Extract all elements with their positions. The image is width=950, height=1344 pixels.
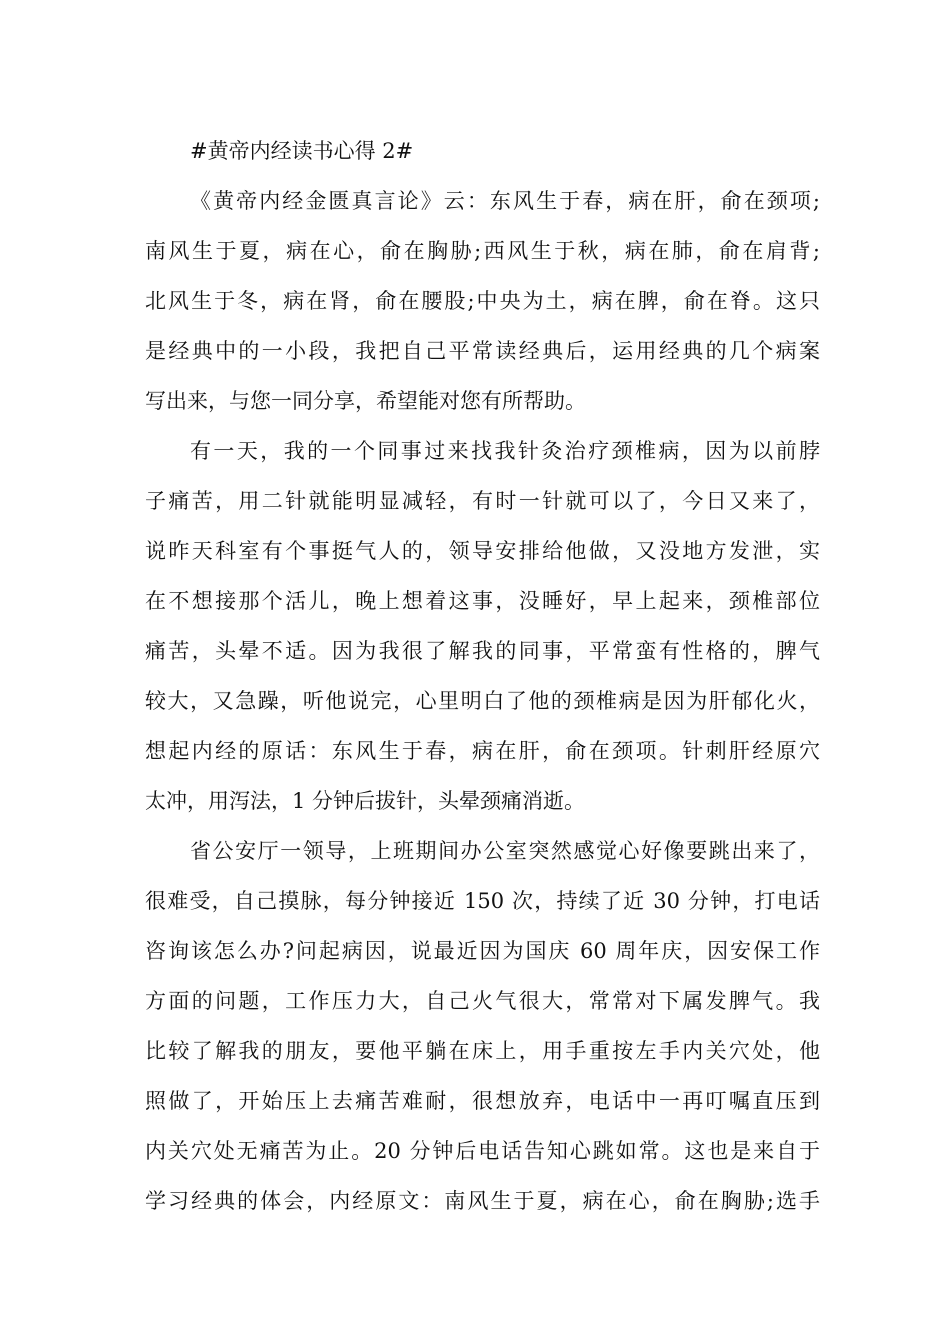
- text-line: 照做了，开始压上去痛苦难耐，很想放弃，电话中一再叮嘱直压到: [145, 1089, 820, 1113]
- text-line: 省公安厅一领导，上班期间办公室突然感觉心好像要跳出来了，: [190, 839, 820, 863]
- text-line: 北风生于冬，病在肾，俞在腰股;中央为土，病在脾，俞在脊。这只: [145, 289, 820, 313]
- text-line: 是经典中的一小段，我把自己平常读经典后，运用经典的几个病案: [145, 339, 820, 363]
- text-line: 太冲，用泻法，1 分钟后拔针，头晕颈痛消逝。: [145, 789, 586, 813]
- text-line: 有一天，我的一个同事过来找我针灸治疗颈椎病，因为以前脖: [190, 439, 820, 463]
- text-line: 比较了解我的朋友，要他平躺在床上，用手重按左手内关穴处，他: [145, 1039, 820, 1063]
- text-line: 说昨天科室有个事挺气人的，领导安排给他做，又没地方发泄，实: [145, 539, 820, 563]
- text-line: 在不想接那个活儿，晚上想着这事，没睡好，早上起来，颈椎部位: [145, 589, 820, 613]
- text-line: 《黄帝内经金匮真言论》云：东风生于春，病在肝，俞在颈项;: [190, 189, 820, 213]
- text-line: 方面的问题，工作压力大，自己火气很大，常常对下属发脾气。我: [145, 989, 820, 1013]
- text-line: 子痛苦，用二针就能明显减轻，有时一针就可以了，今日又来了，: [145, 489, 820, 513]
- document-heading: #黄帝内经读书心得 2#: [190, 139, 414, 163]
- text-line: 咨询该怎么办?问起病因，说最近因为国庆 60 周年庆，因安保工作: [145, 939, 820, 963]
- text-line: 痛苦，头晕不适。因为我很了解我的同事，平常蛮有性格的，脾气: [145, 639, 820, 663]
- text-line: 写出来，与您一同分享，希望能对您有所帮助。: [145, 389, 586, 413]
- text-line: 较大，又急躁，听他说完，心里明白了他的颈椎病是因为肝郁化火，: [145, 689, 820, 713]
- text-line: 内关穴处无痛苦为止。20 分钟后电话告知心跳如常。这也是来自于: [145, 1139, 820, 1163]
- text-line: 很难受，自己摸脉，每分钟接近 150 次，持续了近 30 分钟，打电话: [145, 889, 820, 913]
- text-line: 想起内经的原话：东风生于春，病在肝，俞在颈项。针刺肝经原穴: [145, 739, 820, 763]
- text-line: 南风生于夏，病在心，俞在胸胁;西风生于秋，病在肺，俞在肩背;: [145, 239, 820, 263]
- text-line: 学习经典的体会，内经原文：南风生于夏，病在心，俞在胸胁;选手: [145, 1189, 820, 1213]
